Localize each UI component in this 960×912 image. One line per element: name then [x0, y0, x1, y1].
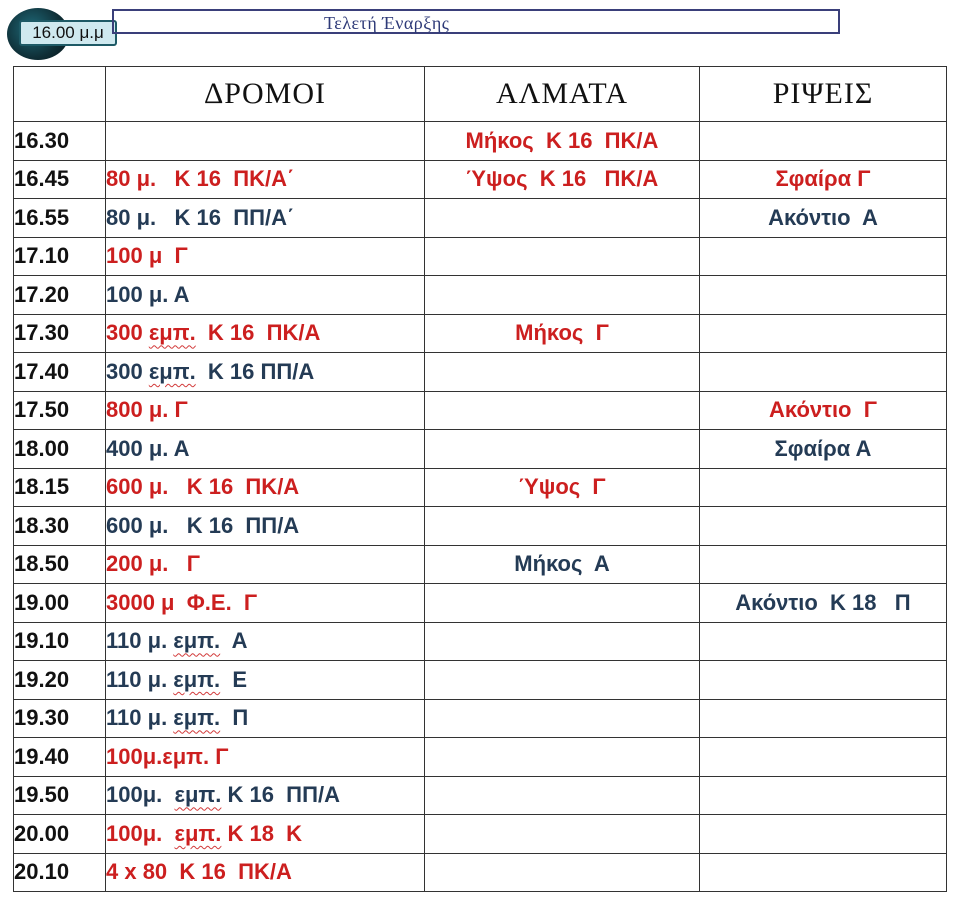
- row-jumps-event: [425, 699, 700, 738]
- table-row: [14, 391, 947, 430]
- track-event-hurdles-word: εμπ.: [174, 820, 222, 846]
- row-jumps-event: Μήκος Κ 16 ΠΚ/Α: [425, 122, 700, 161]
- table-row: [14, 776, 947, 815]
- row-throws-event: Σφαίρα Γ: [700, 160, 947, 199]
- track-event-suffix: Α: [220, 628, 248, 654]
- table-row: [14, 738, 947, 777]
- row-time: 19.40: [14, 738, 106, 777]
- row-track-event: [106, 661, 425, 700]
- table-row: [14, 507, 947, 546]
- row-time: 18.00: [14, 430, 106, 469]
- ceremony-title: Τελετή Έναρξης: [324, 13, 450, 33]
- start-time-label: 16.00 μ.μ: [19, 20, 117, 46]
- header-row: [14, 67, 947, 122]
- table-row: [14, 430, 947, 469]
- row-jumps-event: [425, 815, 700, 854]
- row-time: 20.00: [14, 815, 106, 854]
- row-jumps-event: Μήκος Α: [425, 545, 700, 584]
- row-time: 19.00: [14, 584, 106, 623]
- row-jumps-event: [425, 853, 700, 892]
- table-row: [14, 622, 947, 661]
- row-time: 19.30: [14, 699, 106, 738]
- track-event-suffix: Π: [220, 705, 249, 731]
- track-event-suffix: Κ 16 ΠΠ/Α: [195, 358, 315, 384]
- row-throws-event: [700, 661, 947, 700]
- row-track-event: 600 μ. Κ 16 ΠΚ/Α: [106, 468, 425, 507]
- row-time: 17.40: [14, 353, 106, 392]
- table-row: [14, 122, 947, 161]
- row-track-event: 100μ.εμπ. Γ: [106, 738, 425, 777]
- table-row: [14, 314, 947, 353]
- track-event-hurdles-word: εμπ.: [173, 666, 221, 692]
- ceremony-header: [112, 9, 840, 34]
- table-row: [14, 276, 947, 315]
- row-time: 16.55: [14, 199, 106, 238]
- row-jumps-event: [425, 584, 700, 623]
- table-row: [14, 661, 947, 700]
- row-jumps-event: Ύψος Κ 16 ΠΚ/Α: [425, 160, 700, 199]
- row-throws-event: [700, 545, 947, 584]
- row-track-event: [106, 314, 425, 353]
- row-track-event: 4 x 80 Κ 16 ΠΚ/Α: [106, 853, 425, 892]
- track-event-suffix: Κ 16 ΠΚ/Α: [195, 320, 321, 346]
- row-throws-event: [700, 353, 947, 392]
- row-throws-event: [700, 699, 947, 738]
- row-jumps-event: [425, 276, 700, 315]
- row-track-event: [106, 699, 425, 738]
- table-row: [14, 353, 947, 392]
- row-track-event: 200 μ. Γ: [106, 545, 425, 584]
- row-time: 19.20: [14, 661, 106, 700]
- row-throws-event: [700, 314, 947, 353]
- row-jumps-event: Μήκος Γ: [425, 314, 700, 353]
- row-jumps-event: [425, 430, 700, 469]
- row-jumps-event: [425, 776, 700, 815]
- row-throws-event: [700, 276, 947, 315]
- row-track-event: [106, 353, 425, 392]
- row-track-event: 600 μ. Κ 16 ΠΠ/Α: [106, 507, 425, 546]
- col-throws-header: ΡΙΨΕΙΣ: [700, 67, 947, 122]
- row-time: 18.30: [14, 507, 106, 546]
- row-time: 17.30: [14, 314, 106, 353]
- table-row: [14, 468, 947, 507]
- table-row: [14, 815, 947, 854]
- row-time: 17.50: [14, 391, 106, 430]
- table-row: [14, 545, 947, 584]
- row-jumps-event: [425, 391, 700, 430]
- row-throws-event: [700, 507, 947, 546]
- row-jumps-event: [425, 661, 700, 700]
- track-event-suffix: Κ 18 Κ: [221, 820, 303, 846]
- track-event-suffix: Κ 16 ΠΠ/Α: [221, 782, 340, 808]
- row-track-event: 100 μ. Α: [106, 276, 425, 315]
- row-throws-event: [700, 468, 947, 507]
- track-event-suffix: Ε: [220, 666, 248, 692]
- table-row: [14, 853, 947, 892]
- row-time: 16.45: [14, 160, 106, 199]
- col-time-header: [14, 67, 106, 122]
- track-event-hurdles-word: εμπ.: [173, 628, 221, 654]
- row-time: 17.10: [14, 237, 106, 276]
- track-event-hurdles-word: εμπ.: [148, 320, 196, 346]
- track-event-hurdles-word: εμπ.: [174, 782, 222, 808]
- row-time: 18.15: [14, 468, 106, 507]
- row-throws-event: [700, 853, 947, 892]
- row-throws-event: [700, 122, 947, 161]
- table-row: [14, 699, 947, 738]
- row-jumps-event: [425, 237, 700, 276]
- row-throws-event: [700, 815, 947, 854]
- row-jumps-event: [425, 507, 700, 546]
- track-event-prefix: 300: [106, 358, 149, 384]
- row-track-event: [106, 776, 425, 815]
- track-event-hurdles-word: εμπ.: [173, 705, 221, 731]
- row-throws-event: [700, 776, 947, 815]
- track-event-prefix: 110 μ.: [106, 705, 174, 731]
- track-event-prefix: 300: [106, 320, 149, 346]
- col-track-header: ΔΡΟΜΟΙ: [106, 67, 425, 122]
- row-throws-event: [700, 738, 947, 777]
- row-track-event: [106, 815, 425, 854]
- row-jumps-event: [425, 738, 700, 777]
- track-event-prefix: 110 μ.: [106, 628, 174, 654]
- track-event-prefix: 100μ.: [106, 820, 175, 846]
- row-time: 17.20: [14, 276, 106, 315]
- row-jumps-event: [425, 353, 700, 392]
- row-track-event: 3000 μ Φ.Ε. Γ: [106, 584, 425, 623]
- track-event-prefix: 100μ.: [106, 782, 175, 808]
- row-time: 20.10: [14, 853, 106, 892]
- row-jumps-event: [425, 199, 700, 238]
- row-track-event: 400 μ. Α: [106, 430, 425, 469]
- row-throws-event: Ακόντιο Α: [700, 199, 947, 238]
- row-time: 16.30: [14, 122, 106, 161]
- table-row: [14, 160, 947, 199]
- row-track-event: [106, 122, 425, 161]
- row-throws-event: Ακόντιο Κ 18 Π: [700, 584, 947, 623]
- row-throws-event: [700, 237, 947, 276]
- row-time: 19.10: [14, 622, 106, 661]
- row-time: 19.50: [14, 776, 106, 815]
- row-jumps-event: Ύψος Γ: [425, 468, 700, 507]
- row-track-event: [106, 622, 425, 661]
- table-row: [14, 237, 947, 276]
- table-row: [14, 584, 947, 623]
- table-row: [14, 199, 947, 238]
- row-throws-event: [700, 622, 947, 661]
- track-event-prefix: 110 μ.: [106, 666, 174, 692]
- row-throws-event: Ακόντιο Γ: [700, 391, 947, 430]
- row-time: 18.50: [14, 545, 106, 584]
- row-track-event: 80 μ. Κ 16 ΠΚ/Α΄: [106, 160, 425, 199]
- row-throws-event: Σφαίρα Α: [700, 430, 947, 469]
- start-time-badge: [7, 8, 117, 60]
- row-track-event: 800 μ. Γ: [106, 391, 425, 430]
- track-event-hurdles-word: εμπ.: [148, 358, 196, 384]
- schedule-table: [13, 66, 947, 892]
- row-track-event: 80 μ. Κ 16 ΠΠ/Α΄: [106, 199, 425, 238]
- row-track-event: 100 μ Γ: [106, 237, 425, 276]
- row-jumps-event: [425, 622, 700, 661]
- col-jumps-header: ΑΛΜΑΤΑ: [425, 67, 700, 122]
